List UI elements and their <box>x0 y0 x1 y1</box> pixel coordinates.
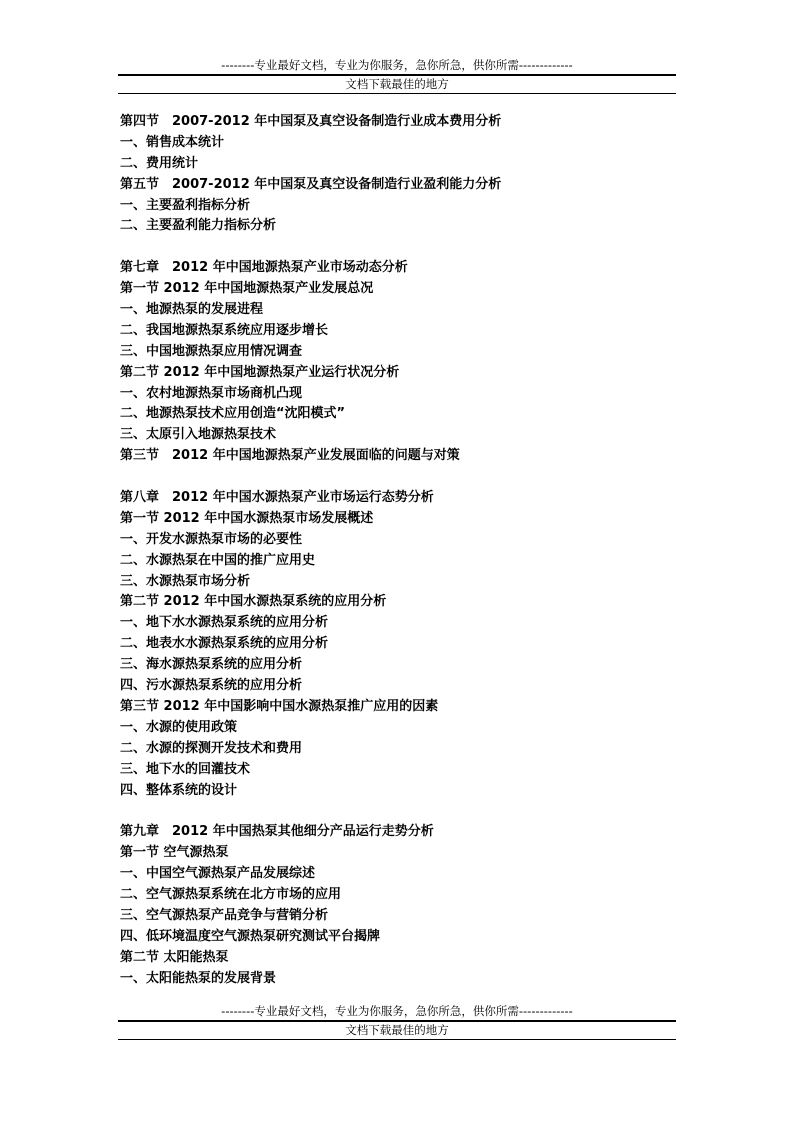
toc-line: 第一节 2012 年中国地源热泵产业发展总况 <box>120 281 374 297</box>
toc-line: 第九章 2012 年中国热泵其他细分产品运行走势分析 <box>120 824 434 840</box>
toc-line: 一、中国空气源热泵产品发展综述 <box>120 866 316 882</box>
blank-line <box>120 237 680 258</box>
toc-line: 二、空气源热泵系统在北方市场的应用 <box>120 886 342 902</box>
toc-line: 二、水源的探测开发技术和费用 <box>120 740 303 756</box>
toc-line: 四、低环境温度空气源热泵研究测试平台揭牌 <box>120 928 381 944</box>
header-subtitle: 文档下载最佳的地方 <box>345 77 449 91</box>
toc-line: 四、整体系统的设计 <box>120 782 238 798</box>
header-tagline: --------专业最好文档，专业为你服务，急你所急，供你所需------------- <box>221 58 573 72</box>
toc-line: 二、费用统计 <box>120 155 199 171</box>
toc-line: 三、水源热泵市场分析 <box>120 573 251 589</box>
toc-line: 二、水源热泵在中国的推广应用史 <box>120 552 316 568</box>
toc-line: 一、销售成本统计 <box>120 134 225 150</box>
toc-line: 第二节 太阳能热泵 <box>120 949 229 965</box>
toc-line: 第八章 2012 年中国水源热泵产业市场运行态势分析 <box>120 490 434 506</box>
toc-line: 第一节 2012 年中国水源热泵市场发展概述 <box>120 510 374 526</box>
toc-line: 一、农村地源热泵市场商机凸现 <box>120 385 303 401</box>
toc-line: 第三节 2012 年中国影响中国水源热泵推广应用的因素 <box>120 698 439 714</box>
toc-line: 二、我国地源热泵系统应用逐步增长 <box>120 322 329 338</box>
footer-tagline: --------专业最好文档，专业为你服务，急你所急，供你所需------------- <box>221 1004 573 1018</box>
toc-line: 三、太原引入地源热泵技术 <box>120 427 277 443</box>
toc-line: 一、主要盈利指标分析 <box>120 197 251 213</box>
toc-line: 三、海水源热泵系统的应用分析 <box>120 657 303 673</box>
toc-line: 第五节 2007-2012 年中国泵及真空设备制造行业盈利能力分析 <box>120 176 502 192</box>
toc-line: 二、地表水水源热泵系统的应用分析 <box>120 636 329 652</box>
toc-line: 一、太阳能热泵的发展背景 <box>120 970 277 986</box>
document-body <box>120 112 680 989</box>
toc-line: 第二节 2012 年中国水源热泵系统的应用分析 <box>120 594 387 610</box>
toc-line: 第七章 2012 年中国地源热泵产业市场动态分析 <box>120 260 408 276</box>
toc-line: 二、主要盈利能力指标分析 <box>120 218 277 234</box>
toc-line: 一、地下水水源热泵系统的应用分析 <box>120 615 329 631</box>
toc-line: 第二节 2012 年中国地源热泵产业运行状况分析 <box>120 364 400 380</box>
blank-line <box>120 467 680 488</box>
toc-line: 一、水源的使用政策 <box>120 719 238 735</box>
toc-line: 四、污水源热泵系统的应用分析 <box>120 678 303 694</box>
toc-line: 二、地源热泵技术应用创造“沈阳模式” <box>120 406 346 422</box>
toc-line: 三、地下水的回灌技术 <box>120 761 251 777</box>
toc-line: 第一节 空气源热泵 <box>120 845 229 861</box>
footer-subtitle: 文档下载最佳的地方 <box>345 1023 449 1037</box>
toc-line: 第三节 2012 年中国地源热泵产业发展面临的问题与对策 <box>120 448 460 464</box>
toc-line: 第四节 2007-2012 年中国泵及真空设备制造行业成本费用分析 <box>120 114 502 129</box>
toc-line: 一、开发水源热泵市场的必要性 <box>120 531 303 547</box>
toc-line: 三、空气源热泵产品竞争与营销分析 <box>120 907 329 923</box>
toc-line: 一、地源热泵的发展进程 <box>120 302 264 318</box>
footer-rule-bottom <box>118 1039 676 1040</box>
blank-line <box>120 801 680 822</box>
toc-line: 三、中国地源热泵应用情况调查 <box>120 343 303 359</box>
header-rule-bottom <box>118 93 676 94</box>
